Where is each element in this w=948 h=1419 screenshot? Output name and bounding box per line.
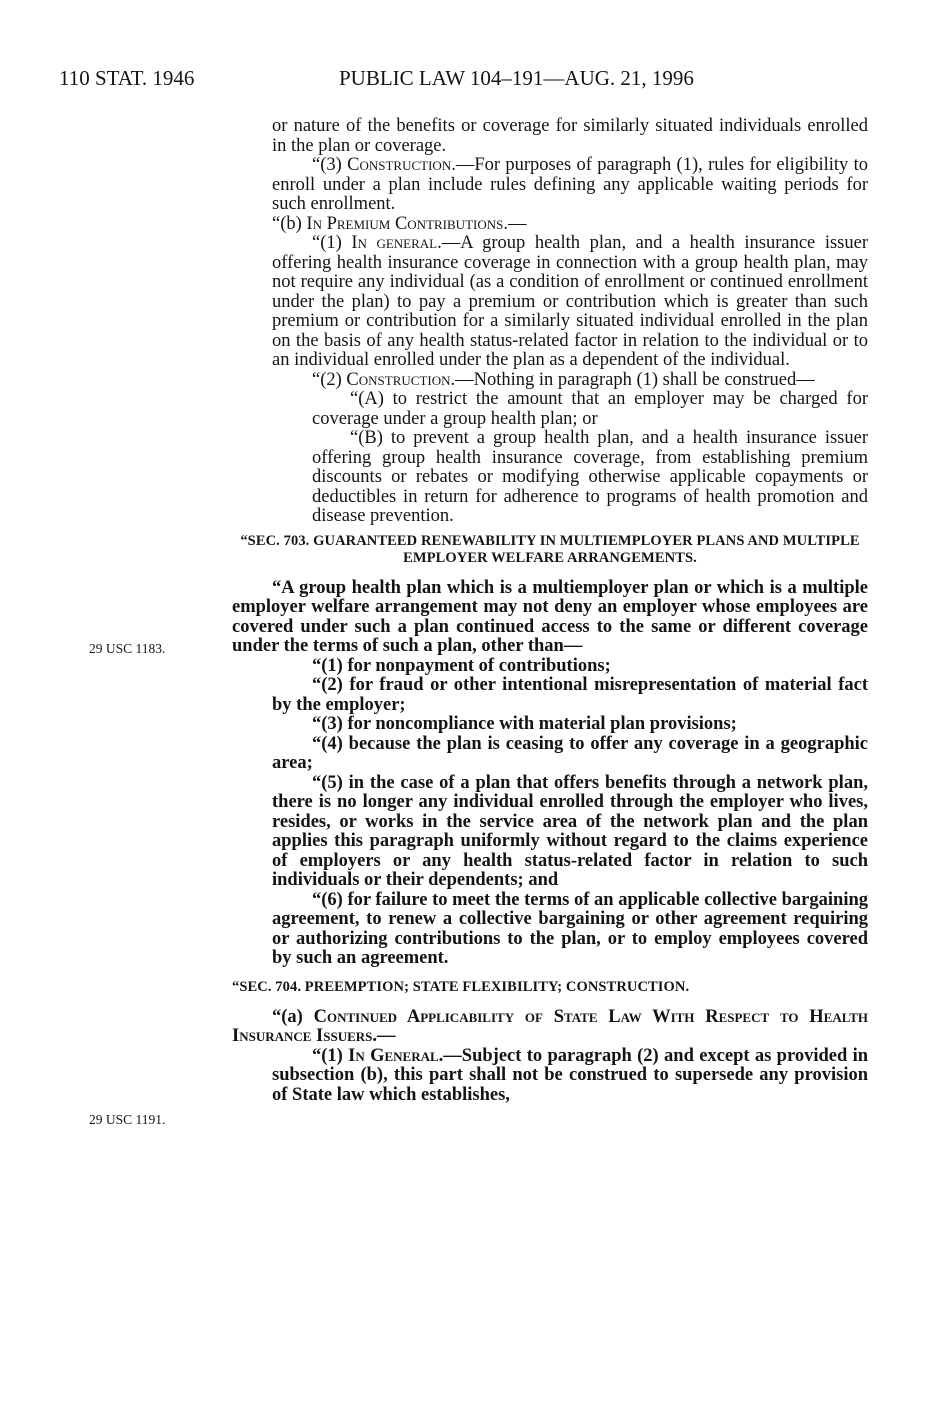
subsection-heading: In Premium Contributions. [306,213,508,234]
paragraph-heading: In general. [351,233,442,253]
section-703-item: “(6) for failure to meet the terms of an applicable collective bargaining agreement, to renew a collective bargaining or other agreement requiring or authorizing contributions to the plan, or to employ employees covered by such an agreement. [272,889,868,968]
margin-note-sec703: 29 USC 1183. [89,641,166,656]
paragraph-in-general-1 [272,234,868,371]
margin-note-sec704: 29 USC 1191. [89,1112,166,1127]
section-703-intro: “A group health plan which is a multiemployer plan or which is a multiple employer welfare arrangement may not deny an employer whose employees are covered under such a plan continued access to the same or different coverage under the terms of such a plan, other than— [232,577,868,656]
subsection-text: — [507,213,527,234]
section-704-heading: “SEC. 704. PREEMPTION; STATE FLEXIBILITY; CONSTRUCTION. [232,978,690,995]
page-header [59,66,899,106]
subsection-a [232,1008,868,1047]
paragraph-label: “(1) [312,1045,349,1066]
section-703-item: “(5) in the case of a plan that offers benefits through a network plan, there is no longer any individual enrolled through the employer who lives, resides, or works in the service area of the network plan and the plan applies this paragraph uniformly without regard to the claims experience of employers or any health status-related factor in relation to such individuals or their dependents; and [272,772,868,890]
subsection-heading: Continued Applicability of State Law With Respect to Health Insurance Issuers. [232,1006,868,1046]
subsection-label: “(a) [272,1006,314,1027]
paragraph-label: “(3) [312,155,348,175]
paragraph-heading: Construction. [347,155,456,175]
subsection-b-heading [272,215,868,235]
paragraph-construction-2 [272,371,868,391]
section-703-body [232,579,868,969]
section-703-item: “(2) for fraud or other intentional misrepresentation of material fact by the employer; [272,675,868,715]
section-704-body [232,1008,868,1106]
paragraph-text: —Nothing in paragraph (1) shall be construed— [455,369,815,390]
paragraph-label: “(2) [312,369,347,390]
section-703-item: “(1) for nonpayment of contributions; [312,655,611,676]
section-703-item: “(3) for noncompliance with material plan provisions; [312,714,737,734]
public-law-citation: PUBLIC LAW 104–191—AUG. 21, 1996 [339,66,694,90]
paragraph-heading: In General. [348,1045,444,1066]
document-body [232,117,868,1105]
statute-page-number: 110 STAT. 1946 [59,66,195,90]
subsection-text: — [377,1026,396,1046]
subparagraph-b: “(B) to prevent a group health plan, and a health insurance issuer offering group health insurance coverage, from establishing premium discounts or rebates or modifying otherwise applicable copayments or deductibles in return for adherence to programs of health promotion and disease prevention. [312,428,868,526]
subparagraph-a: “(A) to restrict the amount that an employer may be charged for coverage under a group health plan; or [312,389,868,429]
paragraph-heading: Construction. [346,369,456,390]
subsection-label: “(b) [272,213,307,234]
paragraph-continuation: or nature of the benefits or coverage for similarly situated individuals enrolled in the plan or coverage. [272,116,868,156]
section-703-heading: “SEC. 703. GUARANTEED RENEWABILITY IN MULTIEMPLOYER PLANS AND MULTIPLE EMPLOYER WELFARE ARRANGEMENTS. [240,532,860,566]
paragraph-text: —A group health plan, and a health insurance issuer offering health insurance coverage in connection with a group health plan, may not require any individual (as a condition of enrollment or continued enrollment under the plan) to pay a premium or contribution which is greater than such premium or contribution for a similarly situated individual enrolled in the plan on the basis of any health status-related factor in relation to the individual or to an individual enrolled under the plan as a dependent of the individual. [272,233,868,370]
paragraph-construction-3 [272,156,868,215]
paragraph-text: —For purposes of paragraph (1), rules for eligibility to enroll under a plan include rules defining any applicable waiting periods for such enrollment. [272,155,868,214]
section-703-item: “(4) because the plan is ceasing to offer any coverage in a geographic area; [272,733,868,773]
paragraph-in-general [272,1047,868,1106]
paragraph-label: “(1) [312,233,352,253]
paragraph-text: —Subject to paragraph (2) and except as provided in subsection (b), this part shall not be construed to supersede any provision of State law which establishes, [272,1045,869,1105]
